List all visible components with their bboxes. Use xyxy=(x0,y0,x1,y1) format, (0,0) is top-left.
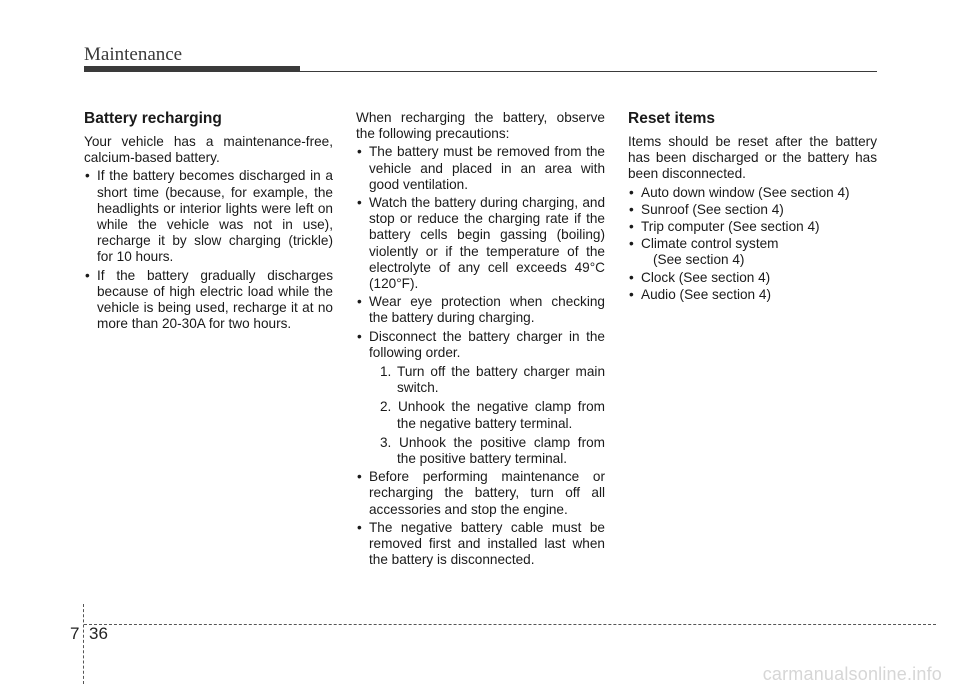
battery-intro: Your vehicle has a maintenance-free, calcium-based battery. xyxy=(84,134,333,166)
header-rule xyxy=(300,71,877,72)
watermark: carmanualsonline.info xyxy=(762,664,942,684)
reset-item: • Sunroof (See section 4) xyxy=(628,202,877,218)
battery-recharging-column xyxy=(84,110,333,332)
footer-rule xyxy=(84,624,936,625)
page-header-title: Maintenance xyxy=(84,44,183,65)
reset-item-subtext: (See section 4) xyxy=(653,252,745,268)
precaution-bullet: • The negative battery cable must be removed first and installed last when the battery is disconnected. xyxy=(356,520,605,569)
reset-item: • Audio (See section 4) xyxy=(628,287,877,303)
battery-bullet: • If the battery gradually discharges because of high electric load while the vehicle is being used, recharge it at no more than 20-30A for two hours. xyxy=(84,268,333,333)
precautions-intro: When recharging the battery, observe the following precautions: xyxy=(356,110,605,142)
reset-item-text: Climate control system xyxy=(641,236,779,252)
precaution-bullet xyxy=(356,329,605,468)
precaution-bullet: • Wear eye protection when checking the battery during charging. xyxy=(356,294,605,326)
reset-item: • Auto down window (See section 4) xyxy=(628,185,877,201)
precautions-column xyxy=(356,110,605,568)
disconnect-steps xyxy=(369,364,605,467)
disconnect-step: 2. Unhook the negative clamp from the negative battery terminal. xyxy=(380,399,605,431)
reset-intro: Items should be reset after the battery has been discharged or the battery has been disconnected. xyxy=(628,134,877,182)
reset-items-heading: Reset items xyxy=(628,110,716,127)
reset-item: • Trip computer (See section 4) xyxy=(628,219,877,235)
precaution-bullet: • The battery must be removed from the vehicle and placed in an area with good ventilation. xyxy=(356,144,605,193)
precaution-bullet: • Watch the battery during charging, and stop or reduce the charging rate if the battery cells begin gassing (boiling) violently or if the temperature of the electrolyte of any cell exceeds 49°C (120°F). xyxy=(356,195,605,292)
precaution-bullet: • Before performing maintenance or recharging the battery, turn off all accessories and stop the engine. xyxy=(356,469,605,518)
page-number: 36 xyxy=(89,624,108,643)
reset-item xyxy=(628,236,877,268)
section-number: 7 xyxy=(70,624,80,643)
reset-items-column xyxy=(628,110,877,303)
battery-bullet: • If the battery becomes discharged in a short time (because, for example, the headlights or interior lights were left on while the vehicle was not in use), recharge it by slow charging (trickle) for 10 hours. xyxy=(84,168,333,265)
precaution-bullet-text: Disconnect the battery charger in the following order. xyxy=(369,328,605,360)
disconnect-step: 1. Turn off the battery charger main switch. xyxy=(380,364,605,396)
footer-divider xyxy=(83,604,84,684)
disconnect-step: 3. Unhook the positive clamp from the positive battery terminal. xyxy=(380,434,605,467)
reset-item: • Clock (See section 4) xyxy=(628,270,877,286)
battery-recharging-heading: Battery recharging xyxy=(84,110,222,127)
header-accent-bar xyxy=(84,66,300,72)
